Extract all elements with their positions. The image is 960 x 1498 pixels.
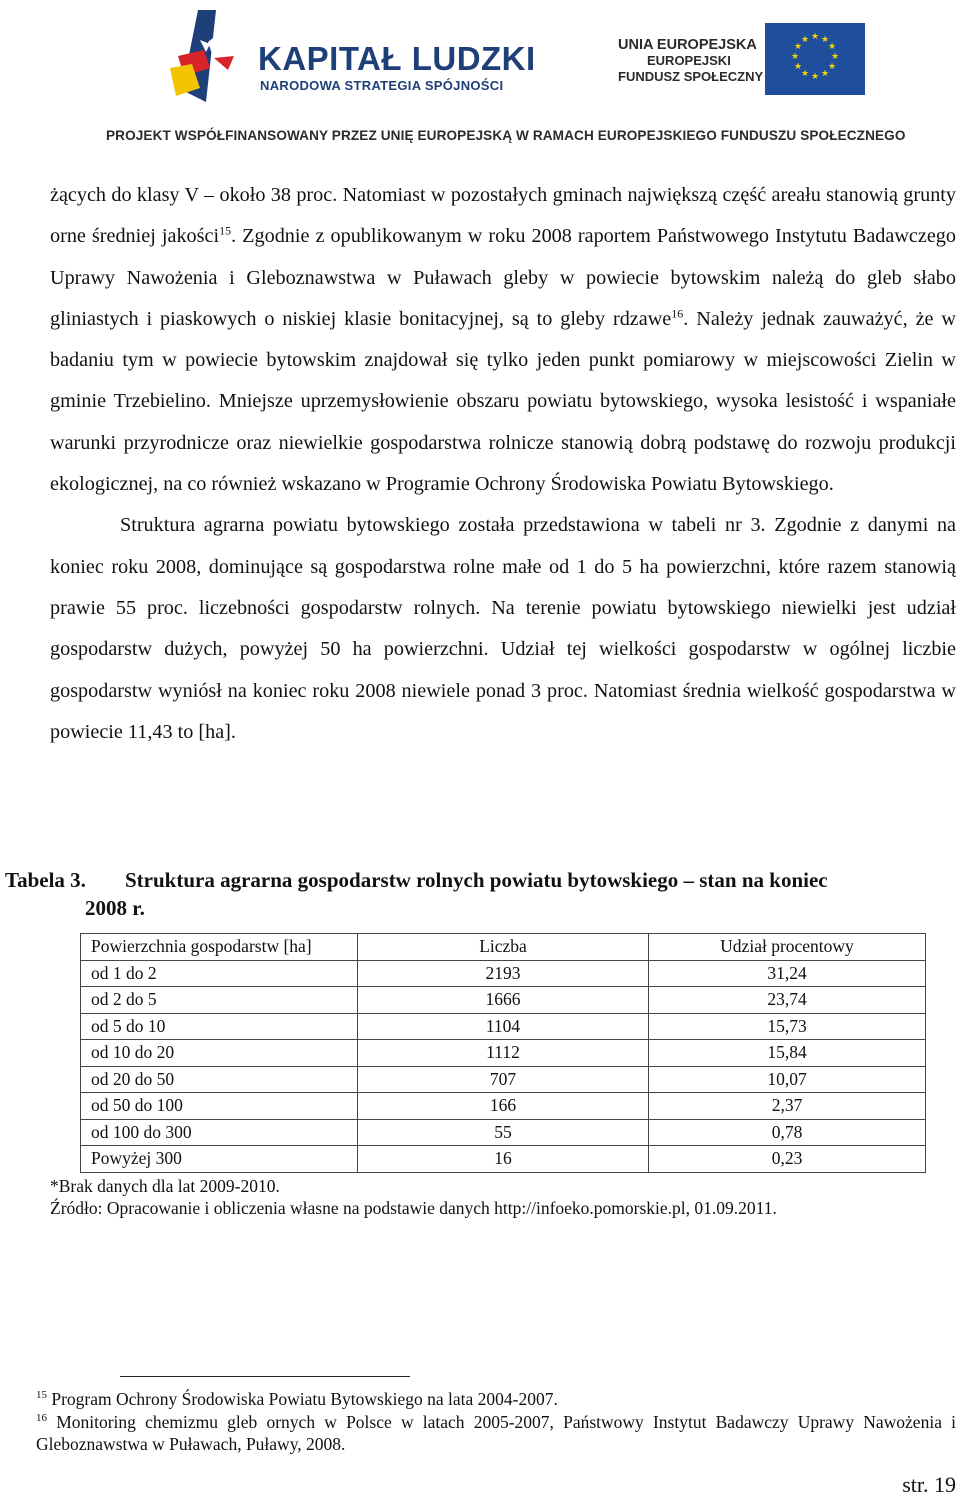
table-title-line-1: Struktura agrarna gospodarstw rolnych powiatu bytowskiego – stan na koniec <box>125 868 828 892</box>
cell-share: 31,24 <box>649 960 926 987</box>
project-cofinancing-line: PROJEKT WSPÓŁFINANSOWANY PRZEZ UNIĘ EUROPEJSKĄ W RAMACH EUROPEJSKIEGO FUNDUSZU SPOŁECZNEGO <box>106 128 906 143</box>
cell-count: 1104 <box>358 1013 649 1040</box>
table-row <box>81 960 926 987</box>
footnote-ref-15: 15 <box>219 223 232 238</box>
cell-area: od 100 do 300 <box>81 1119 358 1146</box>
svg-text:★: ★ <box>820 35 830 45</box>
cell-count: 1666 <box>358 987 649 1014</box>
footnote-15-number: 15 <box>36 1389 47 1402</box>
table-title-line-2: 2008 r. <box>85 896 145 920</box>
footnote-16-number: 16 <box>36 1412 47 1425</box>
cell-share: 0,78 <box>649 1119 926 1146</box>
cell-share: 2,37 <box>649 1093 926 1120</box>
header-cell-count: Liczba <box>358 934 649 961</box>
header-cell-area: Powierzchnia gospodarstw [ha] <box>81 934 358 961</box>
body-text <box>50 175 956 753</box>
paragraph-2: Struktura agrarna powiatu bytowskiego została przedstawiona w tabeli nr 3. Zgodnie z danymi na koniec roku 2008, dominujące są gospodarstwa rolne małe od 1 do 5 ha powierzchni, które razem stanowią prawie 55 proc. liczebności gospodarstw rolnych. Na terenie powiatu bytowskiego niewielki jest udział gospodarstw dużych, powyżej 50 ha powierzchni. Udział tej wielkości gospodarstw w ogólnej liczbie gospodarstw wyniósł na koniec roku 2008 niewiele ponad 3 proc. Natomiast średnia wielkość gospodarstwa w powiecie 11,43 to [ha]. <box>50 514 956 743</box>
cell-area: od 50 do 100 <box>81 1093 358 1120</box>
cell-count: 707 <box>358 1066 649 1093</box>
cell-share: 15,84 <box>649 1040 926 1067</box>
table-label: Tabela 3. <box>5 868 86 892</box>
table-row <box>81 987 926 1014</box>
table-row <box>81 1119 926 1146</box>
agrarian-structure-table <box>80 933 926 1173</box>
svg-text:★: ★ <box>830 52 840 62</box>
table-note: *Brak danych dla lat 2009-2010. <box>50 1176 280 1196</box>
table-row <box>81 1066 926 1093</box>
cell-count: 55 <box>358 1119 649 1146</box>
page-number: str. 19 <box>902 1472 956 1497</box>
svg-text:★: ★ <box>793 62 803 72</box>
kapital-ludzki-logo <box>170 10 250 108</box>
kapital-ludzki-subtitle: NARODOWA STRATEGIA SPÓJNOŚCI <box>260 78 504 93</box>
table-source: Źródło: Opracowanie i obliczenia własne na podstawie danych http://infoeko.pomorskie.pl, 01.09.2011. <box>50 1198 777 1218</box>
cell-area: od 20 do 50 <box>81 1066 358 1093</box>
cell-share: 10,07 <box>649 1066 926 1093</box>
svg-text:★: ★ <box>793 42 803 52</box>
svg-text:★: ★ <box>800 35 810 45</box>
cell-area: od 5 do 10 <box>81 1013 358 1040</box>
footnote-ref-16: 16 <box>671 306 684 321</box>
svg-text:★: ★ <box>820 69 830 79</box>
svg-text:★: ★ <box>810 32 820 42</box>
p1-text-c: . Należy jednak zauważyć, że w badaniu tym w powiecie bytowskim znajdował się tylko jeden punkt pomiarowy w miejscowości Zielin w gminie Trzebielino. Mniejsze uprzemysłowienie obszaru powiatu bytowskiego, wysoka lesistość i wspaniałe warunki przyrodnicze oraz niewielkie gospodarstwa rolnicze stanowią dobrą podstawę do rozwoju produkcji ekologicznej, na co również wskazano w Programie Ochrony Środowiska Powiatu Bytowskiego. <box>50 307 956 496</box>
table-caption <box>5 866 957 922</box>
eu-line-2: EUROPEJSKI <box>647 53 731 68</box>
table-row <box>81 1146 926 1173</box>
table-header-row <box>81 934 926 961</box>
cell-count: 1112 <box>358 1040 649 1067</box>
eu-line-3: FUNDUSZ SPOŁECZNY <box>618 69 764 84</box>
cell-share: 0,23 <box>649 1146 926 1173</box>
footnote-15 <box>36 1388 956 1410</box>
footnote-16-text: Monitoring chemizmu gleb ornych w Polsce w latach 2005-2007, Państwowy Instytut Badawczy Uprawy Nawożenia i Gleboznawstwa w Puławach, Puławy, 2008. <box>36 1412 956 1454</box>
eu-text-block <box>618 37 763 85</box>
eu-line-1: UNIA EUROPEJSKA <box>618 37 757 53</box>
svg-text:★: ★ <box>790 52 800 62</box>
cell-area: od 2 do 5 <box>81 987 358 1014</box>
footnote-15-text: Program Ochrony Środowiska Powiatu Bytowskiego na lata 2004-2007. <box>51 1389 558 1409</box>
cell-area: od 1 do 2 <box>81 960 358 987</box>
cell-share: 23,74 <box>649 987 926 1014</box>
cell-count: 16 <box>358 1146 649 1173</box>
table-row <box>81 1093 926 1120</box>
footnote-separator <box>120 1376 410 1377</box>
svg-text:★: ★ <box>810 72 820 82</box>
svg-text:★: ★ <box>800 69 810 79</box>
svg-text:★: ★ <box>827 62 837 72</box>
kapital-ludzki-title: KAPITAŁ LUDZKI <box>258 40 536 77</box>
table-row <box>81 1040 926 1067</box>
paragraph-1 <box>50 175 956 505</box>
cell-count: 2193 <box>358 960 649 987</box>
footnote-16 <box>36 1411 956 1455</box>
eu-flag-icon <box>765 23 865 95</box>
header-cell-share: Udział procentowy <box>649 934 926 961</box>
cell-share: 15,73 <box>649 1013 926 1040</box>
p1-text-b: . Zgodnie z opublikowanym w roku 2008 raportem Państwowego Instytutu Badawczego Uprawy Nawożenia i Gleboznawstwa w Puławach gleby w powiecie bytowskim należą do gleb słabo gliniastych i piaskowych o niskiej klasie bonitacyjnej, są to gleby rdzawe <box>50 225 956 330</box>
cell-count: 166 <box>358 1093 649 1120</box>
cell-area: od 10 do 20 <box>81 1040 358 1067</box>
p1-text-a: żących do klasy V – około 38 proc. Natomiast w pozostałych gminach największą część areału stanowią grunty orne średniej jakości <box>50 184 956 248</box>
table-row <box>81 1013 926 1040</box>
svg-text:★: ★ <box>827 42 837 52</box>
page-header <box>0 0 960 150</box>
cell-area: Powyżej 300 <box>81 1146 358 1173</box>
